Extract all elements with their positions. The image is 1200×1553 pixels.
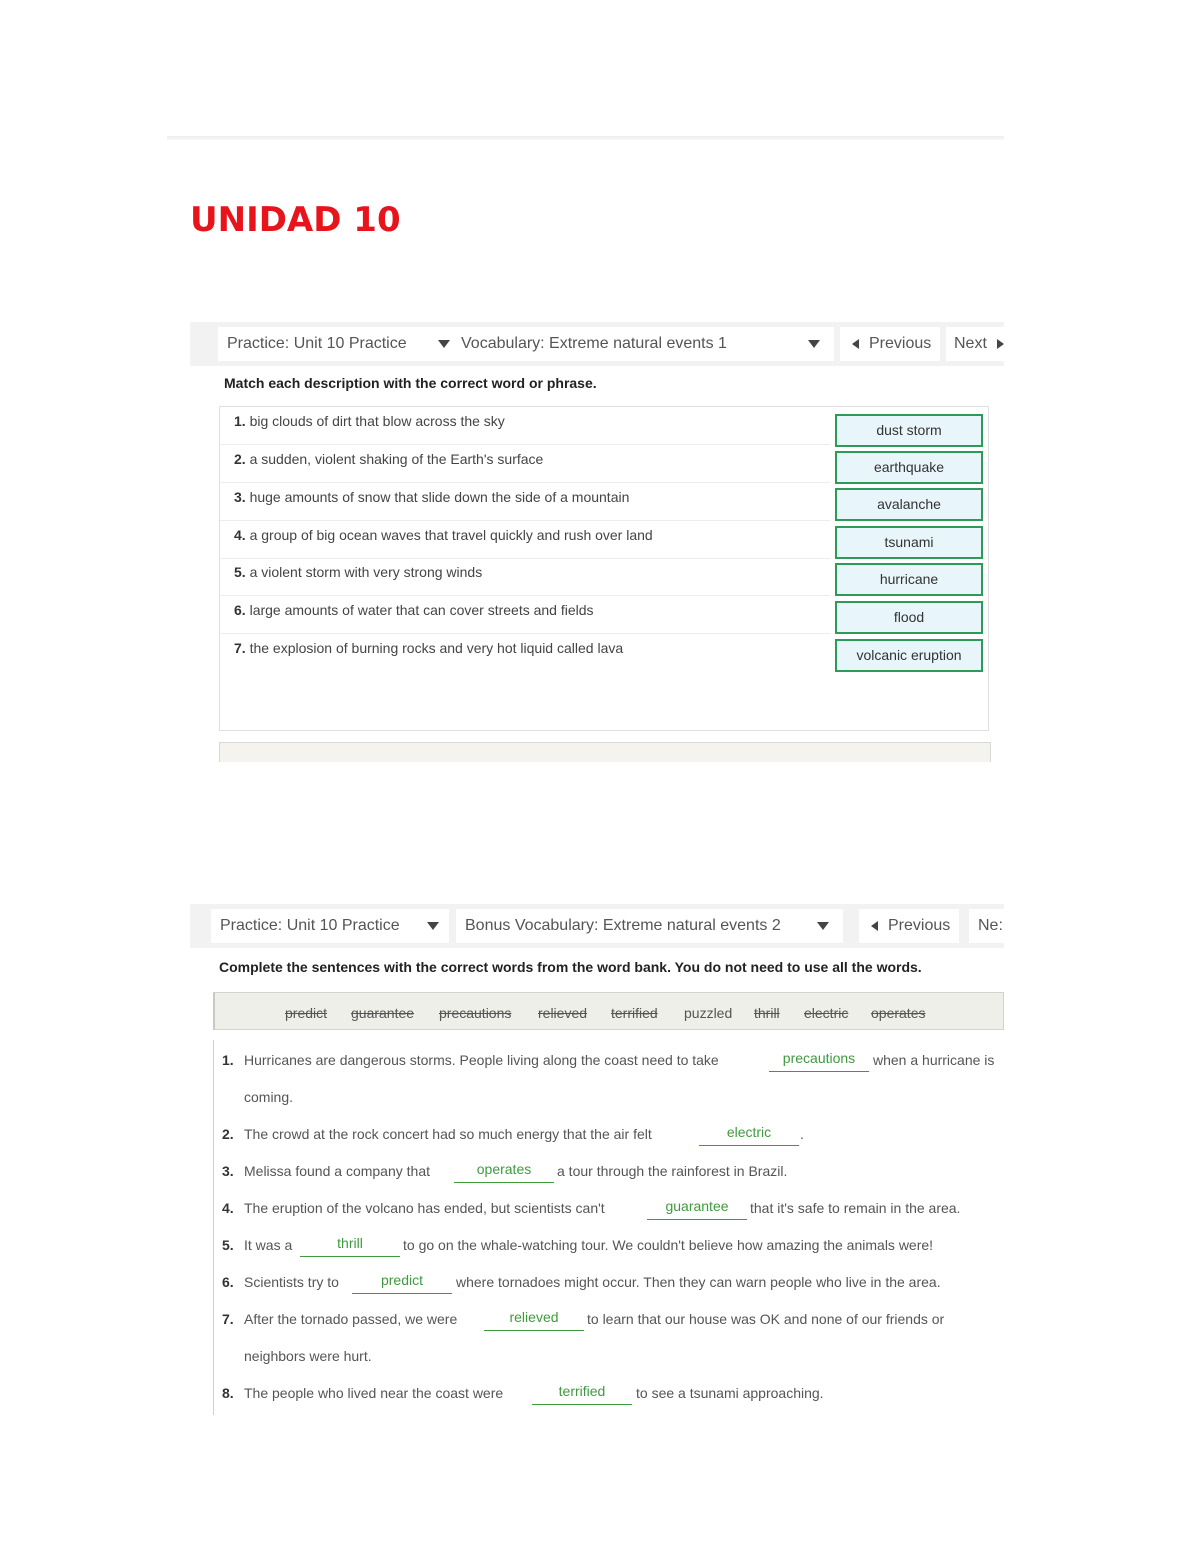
sentence-item xyxy=(222,1052,1004,1112)
sentence-text: neighbors were hurt. xyxy=(244,1348,372,1364)
activity-dropdown-label: Vocabulary: Extreme natural events 1 xyxy=(461,335,727,352)
activity-dropdown-2[interactable] xyxy=(456,909,843,943)
next-label: Ne: xyxy=(978,917,1003,934)
instruction-2: Complete the sentences with the correct words from the word bank. You do not need to use all the words. xyxy=(219,959,922,975)
sentence-text: The people who lived near the coast were xyxy=(244,1385,504,1401)
word-bank-item[interactable]: thrill xyxy=(754,1005,780,1021)
previous-label: Previous xyxy=(869,335,932,352)
activity-dropdown-label: Bonus Vocabulary: Extreme natural events 2 xyxy=(465,917,781,934)
word-bank-item[interactable]: predict xyxy=(285,1005,328,1021)
item-number: 5. xyxy=(234,564,246,580)
sentence-number: 5. xyxy=(222,1237,234,1253)
word-bank-item[interactable]: puzzled xyxy=(684,1005,733,1021)
previous-label: Previous xyxy=(888,917,951,934)
sentence-text: to see a tsunami approaching. xyxy=(636,1385,824,1401)
answer-blank[interactable]: precautions xyxy=(769,1052,869,1072)
sentence-text: Hurricanes are dangerous storms. People living along the coast need to take xyxy=(244,1052,719,1068)
sentence-text: The eruption of the volcano has ended, but scientists can't xyxy=(244,1200,605,1216)
sentence-number: 3. xyxy=(222,1163,234,1179)
item-number: 3. xyxy=(234,489,246,505)
sentence-item xyxy=(222,1274,1004,1300)
answer-blank[interactable]: relieved xyxy=(484,1309,584,1331)
sentence-item xyxy=(222,1126,1004,1152)
activity-dropdown-1[interactable] xyxy=(452,327,834,361)
chevron-left-icon xyxy=(852,339,859,349)
item-description: large amounts of water that can cover streets and fields xyxy=(249,602,594,618)
next-button-2[interactable] xyxy=(969,909,1004,943)
item-number: 4. xyxy=(234,527,246,543)
sentence-item xyxy=(222,1385,1004,1411)
item-description: a violent storm with very strong winds xyxy=(249,564,483,580)
match-row xyxy=(220,521,830,559)
sentence-text: Scientists try to xyxy=(244,1274,339,1290)
sentence-text: a tour through the rainforest in Brazil. xyxy=(557,1163,788,1179)
answer-blank[interactable]: thrill xyxy=(300,1235,400,1257)
match-row xyxy=(220,558,830,596)
sentence-text: It was a xyxy=(244,1237,293,1253)
match-row xyxy=(220,483,830,521)
word-bank-item[interactable]: precautions xyxy=(439,1005,512,1021)
feedback-bar xyxy=(219,742,991,762)
sentence-number: 8. xyxy=(222,1385,234,1401)
sentence-text: . xyxy=(800,1126,804,1142)
sentence-number: 2. xyxy=(222,1126,234,1142)
sentence-text: when a hurricane is xyxy=(873,1052,995,1068)
next-button-1[interactable] xyxy=(946,327,1004,361)
chevron-down-icon xyxy=(427,922,439,930)
match-row xyxy=(220,596,830,634)
item-description: big clouds of dirt that blow across the sky xyxy=(249,413,505,429)
top-divider xyxy=(167,136,1004,140)
previous-button-2[interactable] xyxy=(859,909,959,943)
document-title: UNIDAD 10 xyxy=(190,200,401,240)
word-bank-item[interactable]: relieved xyxy=(538,1005,588,1021)
chevron-down-icon xyxy=(438,340,450,348)
sentence-text: The crowd at the rock concert had so much energy that the air felt xyxy=(244,1126,652,1142)
answer-blank[interactable]: predict xyxy=(352,1272,452,1294)
item-description: the explosion of burning rocks and very hot liquid called lava xyxy=(249,640,624,656)
item-number: 1. xyxy=(234,413,246,429)
practice-dropdown-2[interactable] xyxy=(211,909,449,943)
sentence-text: coming. xyxy=(244,1089,294,1105)
item-description: huge amounts of snow that slide down the side of a mountain xyxy=(249,489,630,505)
answer-tile[interactable]: volcanic eruption xyxy=(835,639,983,672)
instruction-1: Match each description with the correct word or phrase. xyxy=(224,375,597,391)
chevron-left-icon xyxy=(871,921,878,931)
sentence-text: that it's safe to remain in the area. xyxy=(750,1200,961,1216)
answer-tile[interactable]: earthquake xyxy=(835,451,983,484)
chevron-down-icon xyxy=(808,340,820,348)
answer-tile[interactable]: flood xyxy=(835,601,983,634)
sentence-item xyxy=(222,1200,1004,1226)
activity-toolbar-1 xyxy=(190,322,1004,366)
sentence-item xyxy=(222,1237,1004,1263)
answer-blank[interactable]: operates xyxy=(454,1161,554,1183)
chevron-down-icon xyxy=(817,922,829,930)
previous-button-1[interactable] xyxy=(840,327,940,361)
sentence-text: to go on the whale-watching tour. We couldn't believe how amazing the animals were! xyxy=(403,1237,934,1253)
matching-panel xyxy=(219,406,989,731)
sentence-number: 7. xyxy=(222,1311,234,1327)
word-bank xyxy=(213,992,1004,1030)
practice-dropdown-label: Practice: Unit 10 Practice xyxy=(227,335,407,352)
answer-blank[interactable]: terrified xyxy=(532,1383,632,1405)
answer-tile[interactable]: hurricane xyxy=(835,563,983,596)
match-row xyxy=(220,445,830,483)
sentence-item xyxy=(222,1163,1004,1189)
sentence-text: Melissa found a company that xyxy=(244,1163,430,1179)
answer-tile[interactable]: dust storm xyxy=(835,414,983,447)
word-bank-item[interactable]: guarantee xyxy=(351,1005,415,1021)
item-number: 2. xyxy=(234,451,246,467)
item-number: 7. xyxy=(234,640,246,656)
chevron-right-icon xyxy=(997,339,1004,349)
practice-dropdown-label: Practice: Unit 10 Practice xyxy=(220,917,400,934)
sentence-number: 6. xyxy=(222,1274,234,1290)
answer-tile[interactable]: tsunami xyxy=(835,526,983,559)
sentence-item xyxy=(222,1311,1004,1371)
sentence-text: to learn that our house was OK and none of our friends or xyxy=(587,1311,945,1327)
item-number: 6. xyxy=(234,602,246,618)
word-bank-item[interactable]: operates xyxy=(871,1005,926,1021)
item-description: a group of big ocean waves that travel quickly and rush over land xyxy=(249,527,653,543)
sentence-text: where tornadoes might occur. Then they can warn people who live in the area. xyxy=(456,1274,941,1290)
word-bank-item[interactable]: electric xyxy=(804,1005,849,1021)
answer-blank[interactable]: guarantee xyxy=(647,1198,747,1220)
sentence-text: After the tornado passed, we were xyxy=(244,1311,458,1327)
item-description: a sudden, violent shaking of the Earth's surface xyxy=(249,451,544,467)
answer-blank[interactable]: electric xyxy=(699,1124,799,1146)
sentence-number: 4. xyxy=(222,1200,234,1216)
match-row xyxy=(220,634,830,672)
activity-toolbar-2 xyxy=(190,904,1004,948)
next-label: Next xyxy=(954,335,987,352)
answer-tile[interactable]: avalanche xyxy=(835,488,983,521)
word-bank-item[interactable]: terrified xyxy=(611,1005,658,1021)
match-row xyxy=(220,407,830,445)
sentence-number: 1. xyxy=(222,1052,234,1068)
